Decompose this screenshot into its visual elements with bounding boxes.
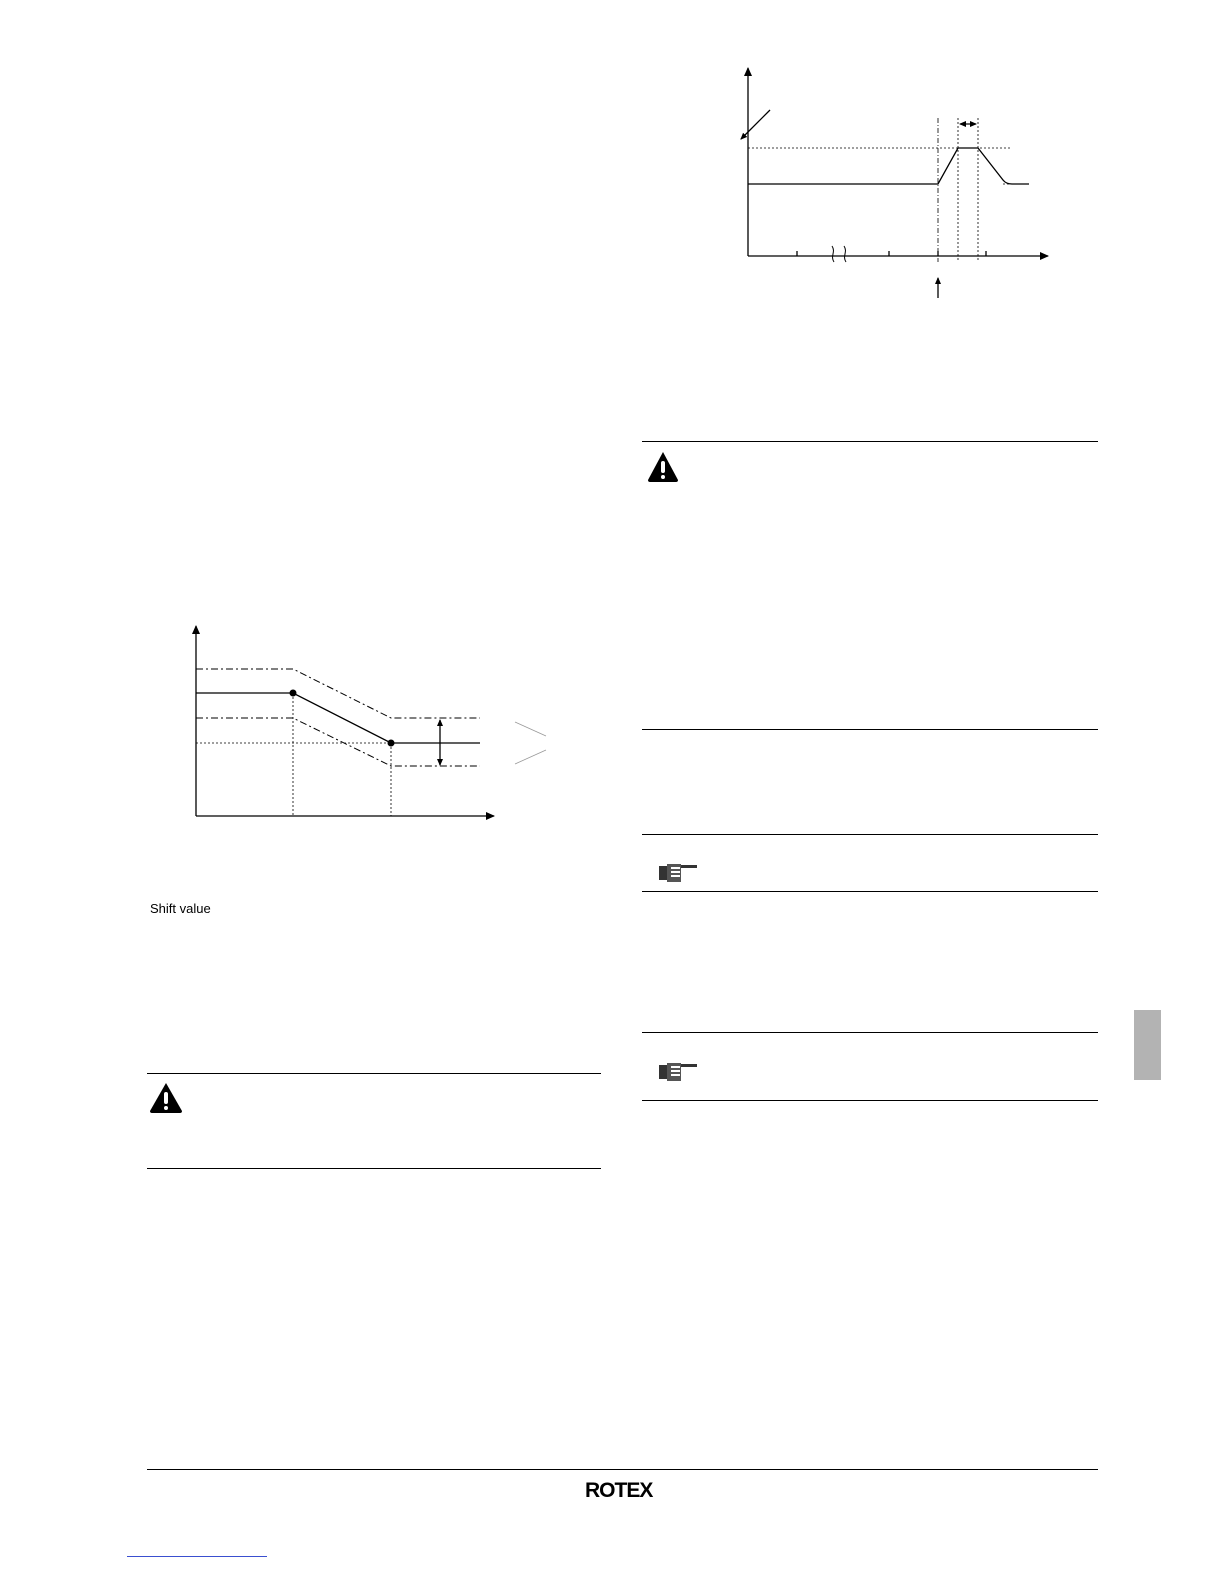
shift-diagram-brace	[515, 722, 546, 764]
warning-box-left-bottom-rule	[147, 1168, 601, 1169]
shift-diagram-guides	[196, 693, 391, 816]
note-hand-icon	[659, 1063, 697, 1081]
timing-diagram-curve	[748, 148, 1029, 184]
note-box-bottom-rule	[642, 891, 1098, 892]
note-box-top-rule	[642, 834, 1098, 835]
warning-icon	[150, 1083, 182, 1113]
warning-box-top-rule	[642, 441, 1098, 442]
warning-box-left-top-rule	[147, 1073, 601, 1074]
warning-icon	[648, 452, 678, 482]
note-box-2-top-rule	[642, 1032, 1098, 1033]
shift-diagram-axes	[196, 626, 494, 816]
shift-value-label: Shift value	[150, 901, 211, 916]
footer-rule	[147, 1469, 1098, 1470]
note-box-2-bottom-rule	[642, 1100, 1098, 1101]
page-link[interactable]	[127, 1556, 267, 1557]
timing-diagram-guides	[748, 118, 1012, 262]
note-hand-icon	[659, 864, 697, 882]
warning-box-bottom-rule	[642, 729, 1098, 730]
brand-logo: ROTEX	[585, 1479, 653, 1502]
shift-diagram-curve	[196, 693, 480, 743]
chapter-tab	[1134, 1010, 1161, 1080]
shift-diagram-bands	[196, 669, 480, 766]
timing-diagram-axes	[741, 68, 1048, 298]
